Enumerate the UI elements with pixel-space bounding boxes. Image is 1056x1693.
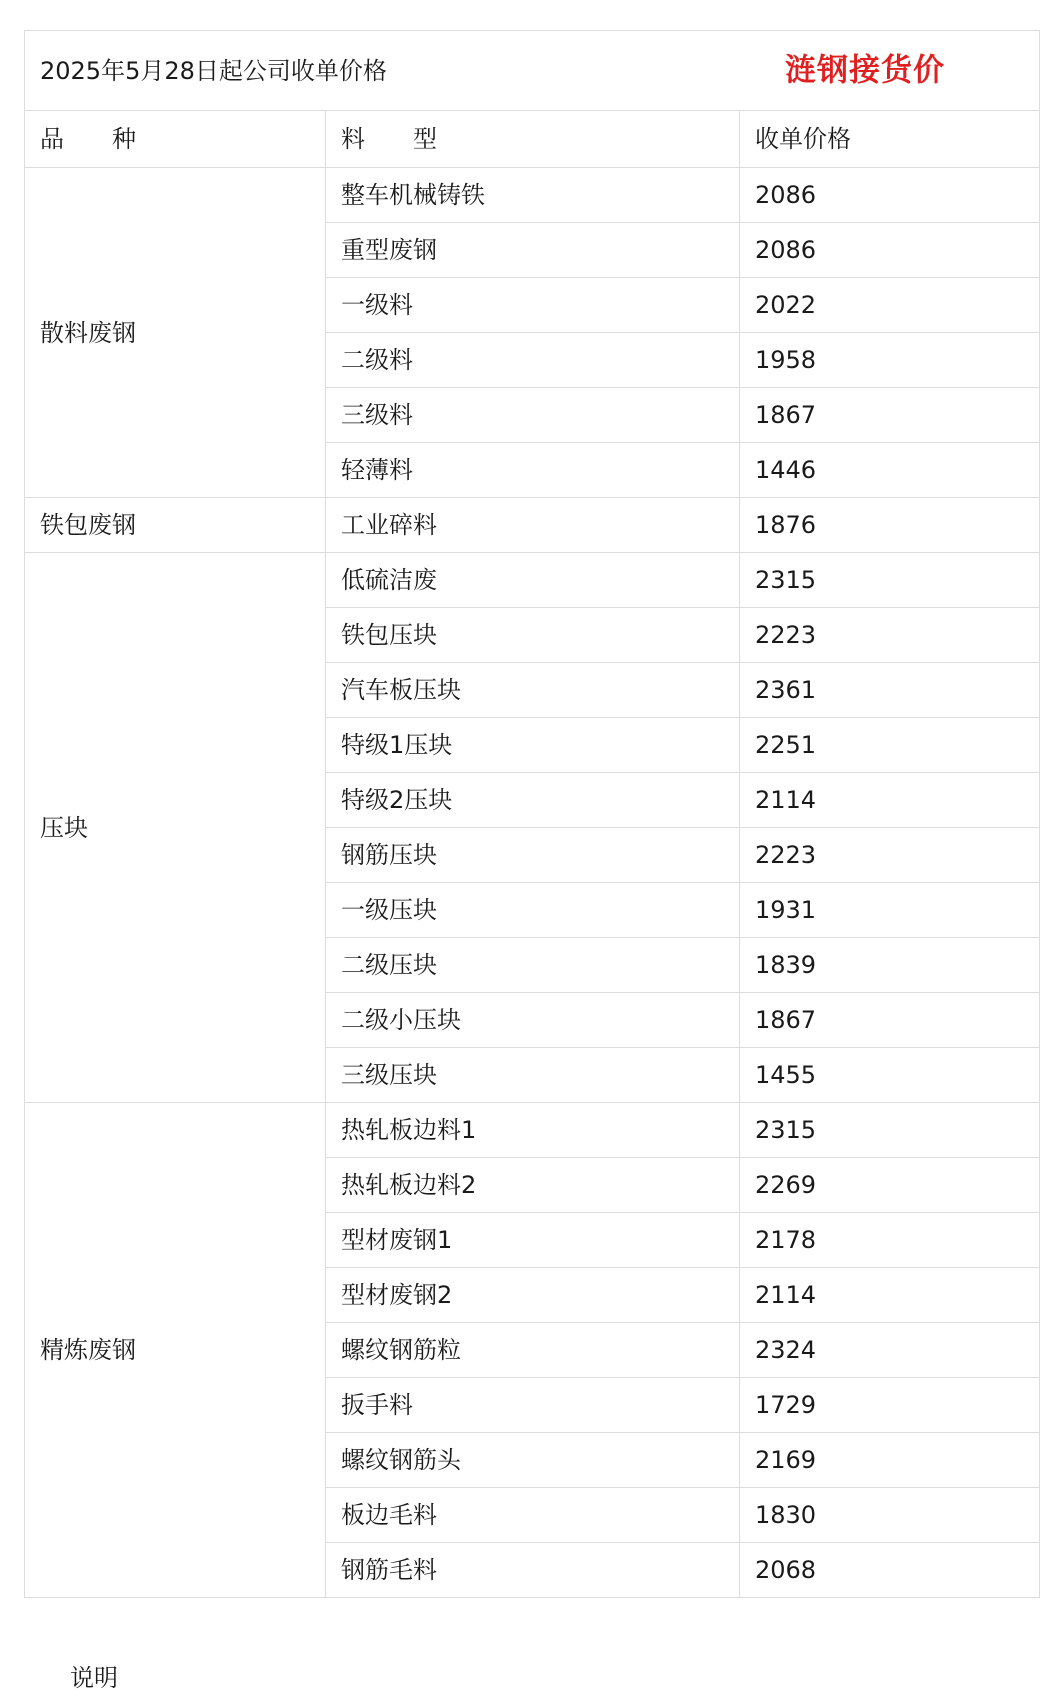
price-cell: 2169 [740,1433,1040,1488]
table-row [25,168,1040,223]
price-cell: 2068 [740,1543,1040,1598]
material-cell: 三级压块 [326,1048,740,1103]
material-cell: 热轧板边料2 [326,1158,740,1213]
material-cell: 螺纹钢筋头 [326,1433,740,1488]
category-cell: 压块 [25,553,326,1103]
price-cell: 2223 [740,608,1040,663]
material-cell: 一级料 [326,278,740,333]
material-cell: 二级压块 [326,938,740,993]
price-cell: 2251 [740,718,1040,773]
material-cell: 螺纹钢筋粒 [326,1323,740,1378]
material-cell: 钢筋毛料 [326,1543,740,1598]
price-cell: 2223 [740,828,1040,883]
material-cell: 整车机械铸铁 [326,168,740,223]
title-row [25,31,1040,111]
price-cell: 1830 [740,1488,1040,1543]
material-cell: 轻薄料 [326,443,740,498]
material-cell: 工业碎料 [326,498,740,553]
header-price: 收单价格 [740,111,1040,168]
category-cell: 散料废钢 [25,168,326,498]
material-cell: 型材废钢2 [326,1268,740,1323]
header-row [25,111,1040,168]
price-sheet [24,30,1039,1598]
table-row [25,498,1040,553]
material-cell: 扳手料 [326,1378,740,1433]
table-row [25,553,1040,608]
material-cell: 汽车板压块 [326,663,740,718]
price-cell: 1867 [740,388,1040,443]
price-cell: 2114 [740,773,1040,828]
page-title: 2025年5月28日起公司收单价格 [40,56,387,85]
header-material: 料 型 [326,111,740,168]
price-cell: 1839 [740,938,1040,993]
price-cell: 2324 [740,1323,1040,1378]
price-cell: 1931 [740,883,1040,938]
price-cell: 1455 [740,1048,1040,1103]
material-cell: 热轧板边料1 [326,1103,740,1158]
notes-heading: 说明 [70,1664,118,1692]
material-cell: 低硫洁废 [326,553,740,608]
price-cell: 1446 [740,443,1040,498]
price-cell: 1729 [740,1378,1040,1433]
price-cell: 2361 [740,663,1040,718]
material-cell: 钢筋压块 [326,828,740,883]
material-cell: 板边毛料 [326,1488,740,1543]
price-cell: 2086 [740,223,1040,278]
header-category: 品 种 [25,111,326,168]
price-table-body [25,31,1040,1598]
price-cell: 2315 [740,1103,1040,1158]
price-cell: 2178 [740,1213,1040,1268]
price-cell: 2086 [740,168,1040,223]
category-cell: 铁包废钢 [25,498,326,553]
table-row [25,1103,1040,1158]
material-cell: 重型废钢 [326,223,740,278]
price-cell: 2022 [740,278,1040,333]
category-cell: 精炼废钢 [25,1103,326,1598]
price-cell: 2315 [740,553,1040,608]
material-cell: 三级料 [326,388,740,443]
material-cell: 二级小压块 [326,993,740,1048]
title-cell [25,31,1040,111]
price-table [24,30,1040,1598]
price-cell: 1867 [740,993,1040,1048]
material-cell: 铁包压块 [326,608,740,663]
price-cell: 2269 [740,1158,1040,1213]
price-cell: 2114 [740,1268,1040,1323]
material-cell: 二级料 [326,333,740,388]
price-cell: 1958 [740,333,1040,388]
price-cell: 1876 [740,498,1040,553]
material-cell: 特级1压块 [326,718,740,773]
material-cell: 一级压块 [326,883,740,938]
material-cell: 型材废钢1 [326,1213,740,1268]
material-cell: 特级2压块 [326,773,740,828]
price-type-label: 涟钢接货价 [785,52,945,88]
